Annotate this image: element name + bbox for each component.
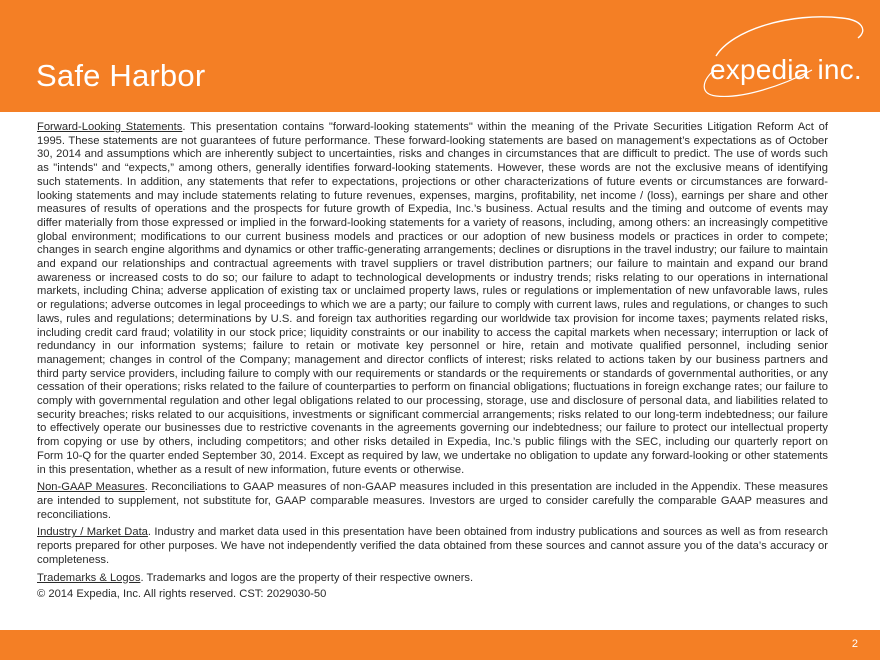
page-number: 2: [851, 638, 858, 650]
non-gaap-text: . Reconciliations to GAAP measures of non-GAAP measures included in this presentation are included in the Appendix. These measures are intended to supplement, not substitute for, GAAP comparable measures. Investors are urged to consider carefully the comparable GAAP measures and reconciliations.: [37, 481, 828, 521]
expedia-logo: [672, 10, 872, 105]
footer-bar: [0, 630, 880, 660]
industry-heading: Industry / Market Data: [37, 526, 148, 539]
trademarks-paragraph: [37, 572, 828, 586]
non-gaap-paragraph: [37, 481, 828, 522]
forward-looking-heading: Forward-Looking Statements: [37, 121, 183, 133]
trademarks-text: . Trademarks and logos are the property of their respective owners.: [140, 571, 474, 584]
industry-text: . Industry and market data used in this presentation have been obtained from industry publications and sources as well as from research reports prepared for other purposes. We have not independently verified the data obtained from these sources and cannot assure you of the data’s accuracy or completeness.: [37, 526, 828, 566]
non-gaap-heading: Non-GAAP Measures: [37, 481, 145, 494]
header-bar: [0, 0, 880, 112]
logo-text: expedia inc.: [710, 54, 862, 85]
copyright-notice: © 2014 Expedia, Inc. All rights reserved. CST: 2029030-50: [37, 588, 327, 600]
trademarks-heading: Trademarks & Logos: [37, 571, 141, 584]
disclaimer-body: [37, 121, 828, 589]
forward-looking-paragraph: [37, 121, 828, 477]
slide-title: Safe Harbor: [36, 58, 206, 93]
forward-looking-text: . This presentation contains "forward-looking statements" within the meaning of the Private Securities Litigation Reform Act of 1995. These statements are not guarantees of future performance. These forward-looking statements are based on management’s expectations as of October 30, 2014 and assumptions which are inherently subject to uncertainties, risks and changes in circumstances that are difficult to predict. The use of words such as "intends" and “expects,” among others, generally identifies forward-looking statements. However, these words are not the exclusive means of identifying such statements. In addition, any statements that refer to expectations, projections or other characterizations of future events or circumstances are forward-looking statements and may include statements relating to future revenues, expenses, margins, profitability, net income / (loss), earnings per share and other measures of results of operations and the prospects for future growth of Expedia, Inc.’s business. Actual results and the timing and outcome of events may differ materially from those expressed or implied in the forward-looking statements for a variety of reasons, including, among others: an increasingly competitive global environment; modifications to our current business models and practices or our adoption of new business models or practices in order to compete; changes in search engine algorithms and dynamics or other traffic-generating arrangements; declines or disruptions in the travel industry; our failure to maintain and expand our relationships and contractual agreements with travel suppliers or travel distribution partners; our failure to maintain and expand our brand awareness or increased costs to do so; our failure to adapt to technological developments or industry trends; risks relating to our operations in international markets, including China; adverse application of existing tax or unclaimed property laws, rules or regulations or implementation of new unfavorable laws, rules or regulations; adverse outcomes in legal proceedings to which we are a party; our failure to comply with current laws, rules and regulations, or changes to such laws, rules and regulations; determinations by U.S. and foreign tax authorities regarding our worldwide tax provision for income taxes; payments related risks, including credit card fraud; volatility in our stock price; liquidity constraints or our inability to access the capital markets when necessary; interruption or lack of redundancy in our information systems; failure to retain or motivate key personnel or hire, retain and motivate qualified personnel, including senior management; changes in control of the Company; management and director conflicts of interest; risks related to actions taken by our business partners and third party service providers, including failure to comply with our requirements or standards or the requirements or standards of governmental authorities, or any cessation of their operations; risks related to the failure of counterparties to perform on financial obligations; fluctuations in foreign exchange rates; our failure to comply with governmental regulation and other legal obligations related to our processing, storage, use and disclosure of personal data, and liabilities related to security breaches; risks related to our acquisitions, investments or significant commercial arrangements; risks related to our long-term indebtedness; our failure to effectively operate our businesses due to restrictive covenants in the agreements governing our indebtedness; our failure to protect our intellectual property from copying or use by others, including competitors; and other risks detailed in Expedia, Inc.’s public filings with the SEC, including our quarterly report on Form 10-Q for the quarter ended September 30, 2014. Except as required by law, we undertake no obligation to update any forward-looking or other statements in this presentation, whether as a result of new information, future events or otherwise.: [37, 121, 829, 476]
industry-paragraph: [37, 526, 828, 567]
